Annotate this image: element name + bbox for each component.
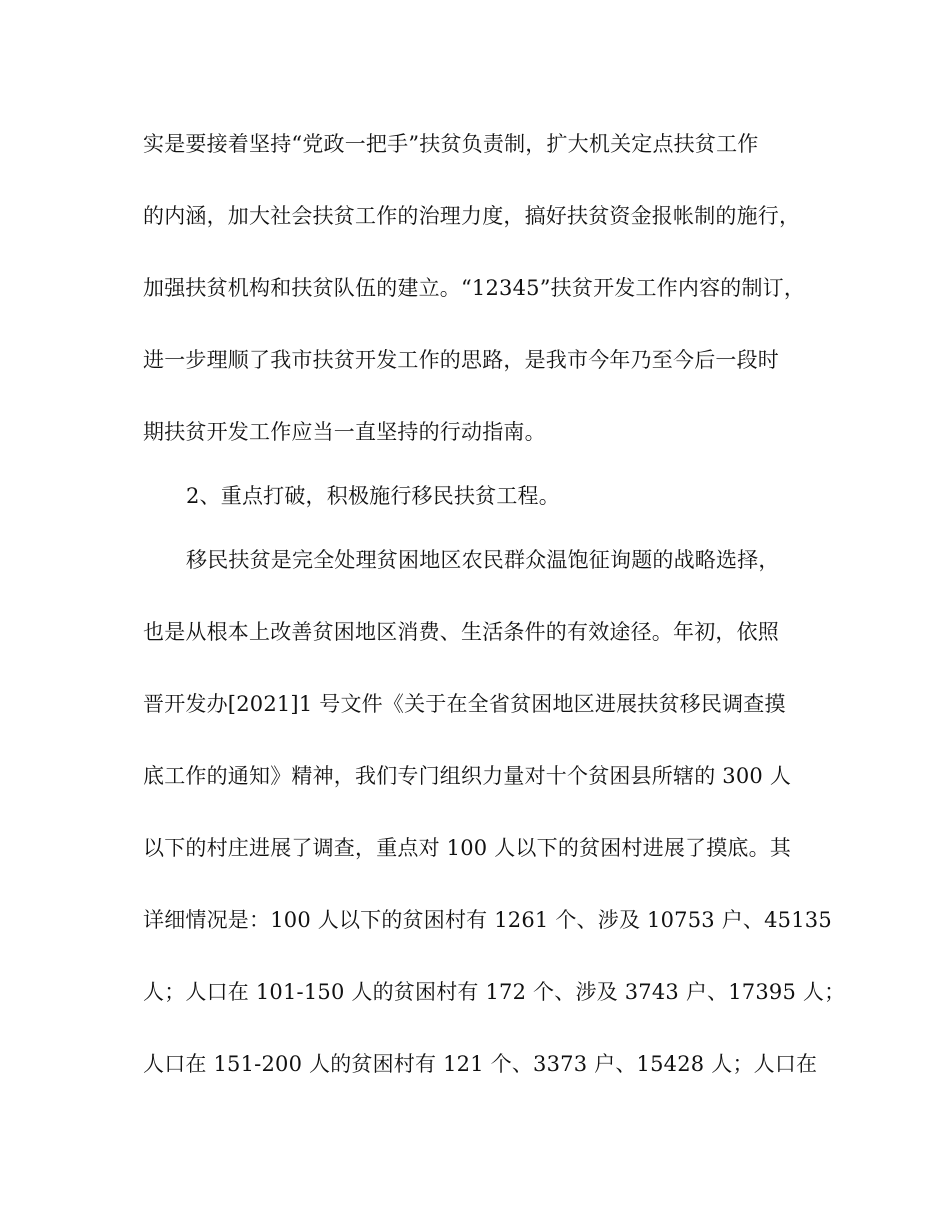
- paragraph-line: 人口在 151-200 人的贫困村有 121 个、3373 户、15428 人；人口在: [143, 1052, 818, 1076]
- paragraph-line: 晋开发办[2021]1 号文件《关于在全省贫困地区进展扶贫移民调查摸: [143, 692, 786, 716]
- paragraph-line: 也是从根本上改善贫困地区消费、生活条件的有效途径。年初，依照: [143, 620, 779, 644]
- paragraph-line: 的内涵，加大社会扶贫工作的治理力度，搞好扶贫资金报帐制的施行，: [143, 204, 801, 228]
- paragraph-line: 实是要接着坚持“党政一把手”扶贫负责制，扩大机关定点扶贫工作: [143, 132, 759, 156]
- paragraph-line: 以下的村庄进展了调查，重点对 100 人以下的贫困村进展了摸底。其: [143, 836, 792, 860]
- paragraph-line: 期扶贫开发工作应当一直坚持的行动指南。: [143, 420, 546, 444]
- paragraph-line: 人；人口在 101-150 人的贫困村有 172 个、涉及 3743 户、17395 人；: [143, 980, 846, 1004]
- paragraph-line: 加强扶贫机构和扶贫队伍的建立。“12345”扶贫开发工作内容的制订，: [143, 276, 806, 300]
- paragraph-line: 底工作的通知》精神，我们专门组织力量对十个贫困县所辖的 300 人: [143, 764, 792, 788]
- paragraph-line: 移民扶贫是完全处理贫困地区农民群众温饱征询题的战略选择，: [186, 548, 780, 572]
- paragraph-line: 详细情况是：100 人以下的贫困村有 1261 个、涉及 10753 户、45135: [143, 908, 832, 932]
- section-heading: 2、重点打破，积极施行移民扶贫工程。: [186, 484, 560, 508]
- paragraph-line: 进一步理顺了我市扶贫开发工作的思路，是我市今年乃至今后一段时: [143, 348, 779, 372]
